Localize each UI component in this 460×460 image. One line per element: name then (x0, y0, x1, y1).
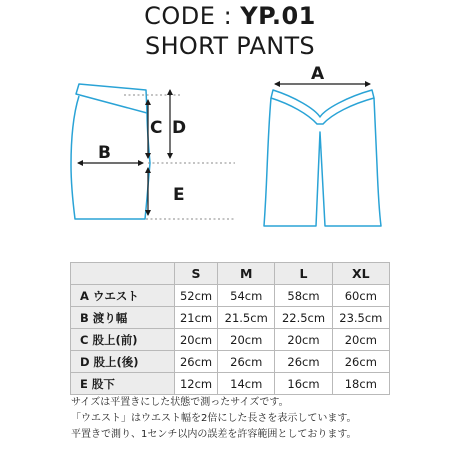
cell-front-rise-s: 20cm (175, 329, 218, 351)
row-label-thigh: B 渡り幅 (71, 307, 175, 329)
cell-inseam-m: 14cm (218, 373, 275, 395)
cell-back-rise-l: 26cm (275, 351, 332, 373)
label-e: E (173, 185, 185, 205)
cell-waist-s: 52cm (175, 285, 218, 307)
product-name: SHORT PANTS (145, 32, 315, 60)
cell-back-rise-xl: 26cm (332, 351, 389, 373)
table-row (71, 285, 390, 307)
side-view-waistband (76, 84, 147, 113)
cell-thigh-s: 21cm (175, 307, 218, 329)
code-prefix: CODE : (144, 2, 241, 30)
cell-waist-m: 54cm (218, 285, 275, 307)
row-label-waist: A ウエスト (71, 285, 175, 307)
label-d: D (172, 118, 187, 138)
table-row (71, 351, 390, 373)
label-c: C (150, 118, 163, 138)
size-header-s: S (175, 263, 218, 285)
cell-front-rise-l: 20cm (275, 329, 332, 351)
table-row (71, 307, 390, 329)
code-value: YP.01 (240, 2, 316, 30)
table-row (71, 373, 390, 395)
cell-front-rise-xl: 20cm (332, 329, 389, 351)
cell-inseam-l: 16cm (275, 373, 332, 395)
size-header-m: M (218, 263, 275, 285)
size-header-l: L (275, 263, 332, 285)
front-view-shorts (264, 90, 381, 226)
cell-inseam-s: 12cm (175, 373, 218, 395)
cell-thigh-xl: 23.5cm (332, 307, 389, 329)
label-b: B (98, 143, 111, 163)
cell-front-rise-m: 20cm (218, 329, 275, 351)
front-view-waistband (271, 90, 374, 124)
size-table (70, 262, 390, 395)
side-view-arrows (78, 90, 170, 215)
front-view-legs (264, 98, 381, 226)
note-line: 平置きで測り、1センチ以内の誤差を許容範囲としております。 (71, 429, 357, 440)
row-label-back-rise: D 股上(後) (71, 351, 175, 373)
cell-thigh-l: 22.5cm (275, 307, 332, 329)
cell-back-rise-m: 26cm (218, 351, 275, 373)
table-row (71, 329, 390, 351)
size-header-xl: XL (332, 263, 389, 285)
size-table-corner (71, 263, 175, 285)
cell-inseam-xl: 18cm (332, 373, 389, 395)
cell-waist-xl: 60cm (332, 285, 389, 307)
cell-thigh-m: 21.5cm (218, 307, 275, 329)
cell-waist-l: 58cm (275, 285, 332, 307)
cell-back-rise-s: 26cm (175, 351, 218, 373)
row-label-inseam: E 股下 (71, 373, 175, 395)
size-notes (71, 395, 357, 443)
row-label-front-rise: C 股上(前) (71, 329, 175, 351)
size-table-header (71, 263, 390, 285)
note-line: サイズは平置きにした状態で測ったサイズです。 (71, 397, 289, 408)
note-line: 「ウエスト」はウエスト幅を2倍にした長さを表示しています。 (71, 413, 357, 424)
label-a: A (311, 64, 325, 84)
